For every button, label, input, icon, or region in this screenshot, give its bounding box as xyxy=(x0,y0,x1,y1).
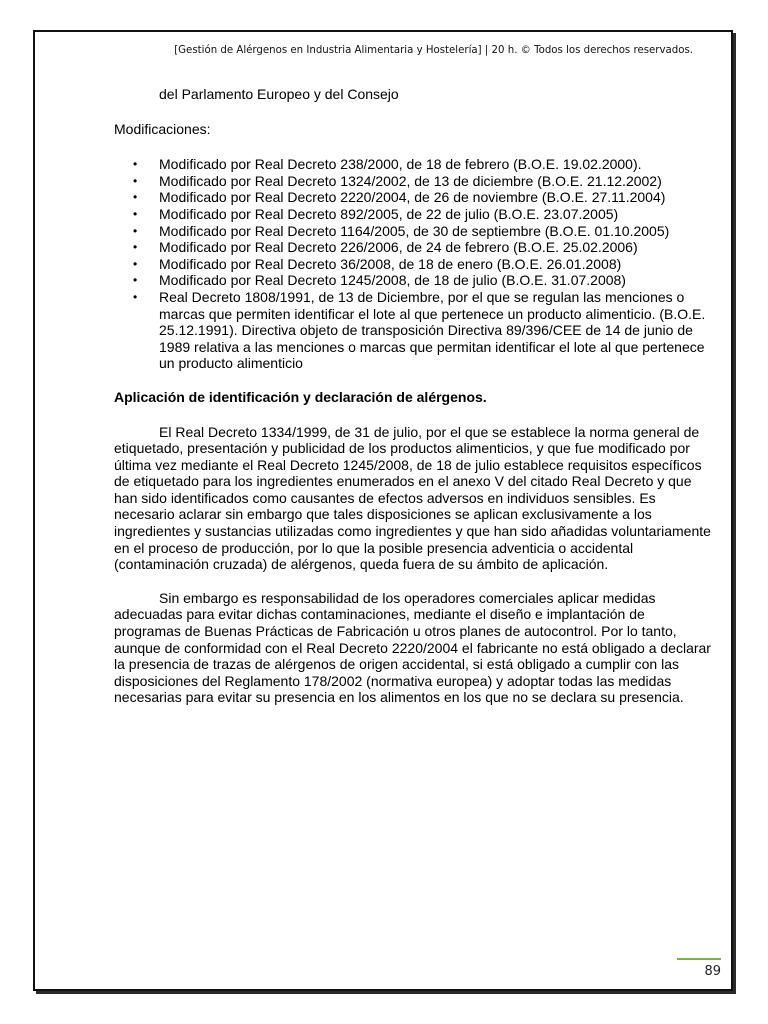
bullet-icon: • xyxy=(133,206,138,221)
list-item xyxy=(114,206,714,223)
body-paragraph: El Real Decreto 1334/1999, de 31 de julio, por el que se establece la norma general de etiquetado, presentación y publicidad de los productos alimenticios, y que fue modificado por última vez mediante el Real Decreto 1245/2008, de 18 de julio establece requisitos específicos de etiquetado para los ingredientes enumerados en el anexo V del citado Real Decreto y que han sido identificados como causantes de efectos adversos en individuos sensibles. Es necesario aclarar sin embargo que tales disposiciones se aplican exclusivamente a los ingredientes y sustancias utilizadas como ingredientes y que han sido añadidas voluntariamente en el proceso de producción, por lo que la posible presencia adventicia o accidental (contaminación cruzada) de alérgenos, queda fuera de su ámbito de aplicación. xyxy=(114,423,711,573)
bullet-icon: • xyxy=(133,289,138,304)
page-number: 89 xyxy=(704,964,721,979)
bullet-icon: • xyxy=(133,240,138,255)
running-header: [Gestión de Alérgenos en Industria Alimentaria y Hostelería] | 20 h. © Todos los derechos reservados. xyxy=(174,45,693,56)
modifications-label: Modificaciones: xyxy=(114,120,211,137)
bullet-icon: • xyxy=(133,173,138,188)
bullet-icon: • xyxy=(133,223,138,238)
footer-rule xyxy=(677,958,721,960)
list-item xyxy=(114,272,714,289)
list-item-text: Real Decreto 1808/1991, de 13 de Diciembre, por el que se regulan las menciones o marcas que permiten identificar el lote al que pertenece un producto alimenticio. (B.O.E. 25.12.1991). Directiva objeto de transposición Directiva 89/396/CEE de 14 de junio de 1989 relativa a las menciones o marcas que permitan identificar el lote al que pertenece un producto alimenticio xyxy=(159,288,706,372)
bullet-icon: • xyxy=(133,157,138,172)
list-item xyxy=(114,239,714,256)
list-item xyxy=(114,223,714,240)
list-item-text: Modificado por Real Decreto 1324/2002, de 13 de diciembre (B.O.E. 21.12.2002) xyxy=(159,172,662,189)
list-item-text: Modificado por Real Decreto 226/2006, de 24 de febrero (B.O.E. 25.02.2006) xyxy=(159,239,638,256)
bullet-icon: • xyxy=(133,256,138,271)
list-item-text: Modificado por Real Decreto 892/2005, de 22 de julio (B.O.E. 23.07.2005) xyxy=(159,205,619,222)
list-item-text: Modificado por Real Decreto 1164/2005, de 30 de septiembre (B.O.E. 01.10.2005) xyxy=(159,222,670,239)
list-item xyxy=(114,156,714,173)
bullet-icon: • xyxy=(133,273,138,288)
list-item xyxy=(114,189,714,206)
lead-line: del Parlamento Europeo y del Consejo xyxy=(159,86,399,102)
modifications-list xyxy=(114,156,714,372)
list-item xyxy=(114,289,714,372)
list-item-text: Modificado por Real Decreto 238/2000, de 18 de febrero (B.O.E. 19.02.2000). xyxy=(159,156,642,173)
list-item-text: Modificado por Real Decreto 36/2008, de 18 de enero (B.O.E. 26.01.2008) xyxy=(159,255,622,272)
bullet-icon: • xyxy=(133,190,138,205)
list-item xyxy=(114,173,714,190)
document-page xyxy=(33,30,733,991)
page-content xyxy=(114,86,714,706)
list-item-text: Modificado por Real Decreto 2220/2004, de 26 de noviembre (B.O.E. 27.11.2004) xyxy=(159,189,666,206)
section-heading: Aplicación de identificación y declaración de alérgenos. xyxy=(114,388,487,405)
list-item xyxy=(114,256,714,273)
list-item-text: Modificado por Real Decreto 1245/2008, de 18 de julio (B.O.E. 31.07.2008) xyxy=(159,272,626,289)
body-paragraph: Sin embargo es responsabilidad de los operadores comerciales aplicar medidas adecuadas para evitar dichas contaminaciones, mediante el diseño e implantación de programas de Buenas Prácticas de Fabricación u otros planes de autocontrol. Por lo tanto, aunque de conformidad con el Real Decreto 2220/2004 el fabricante no está obligado a declarar la presencia de trazas de alérgenos de origen accidental, si está obligado a cumplir con las disposiciones del Reglamento 178/2002 (normativa europea) y adoptar todas las medidas necesarias para evitar su presencia en los alimentos en los que no se declara su presencia. xyxy=(114,589,711,706)
